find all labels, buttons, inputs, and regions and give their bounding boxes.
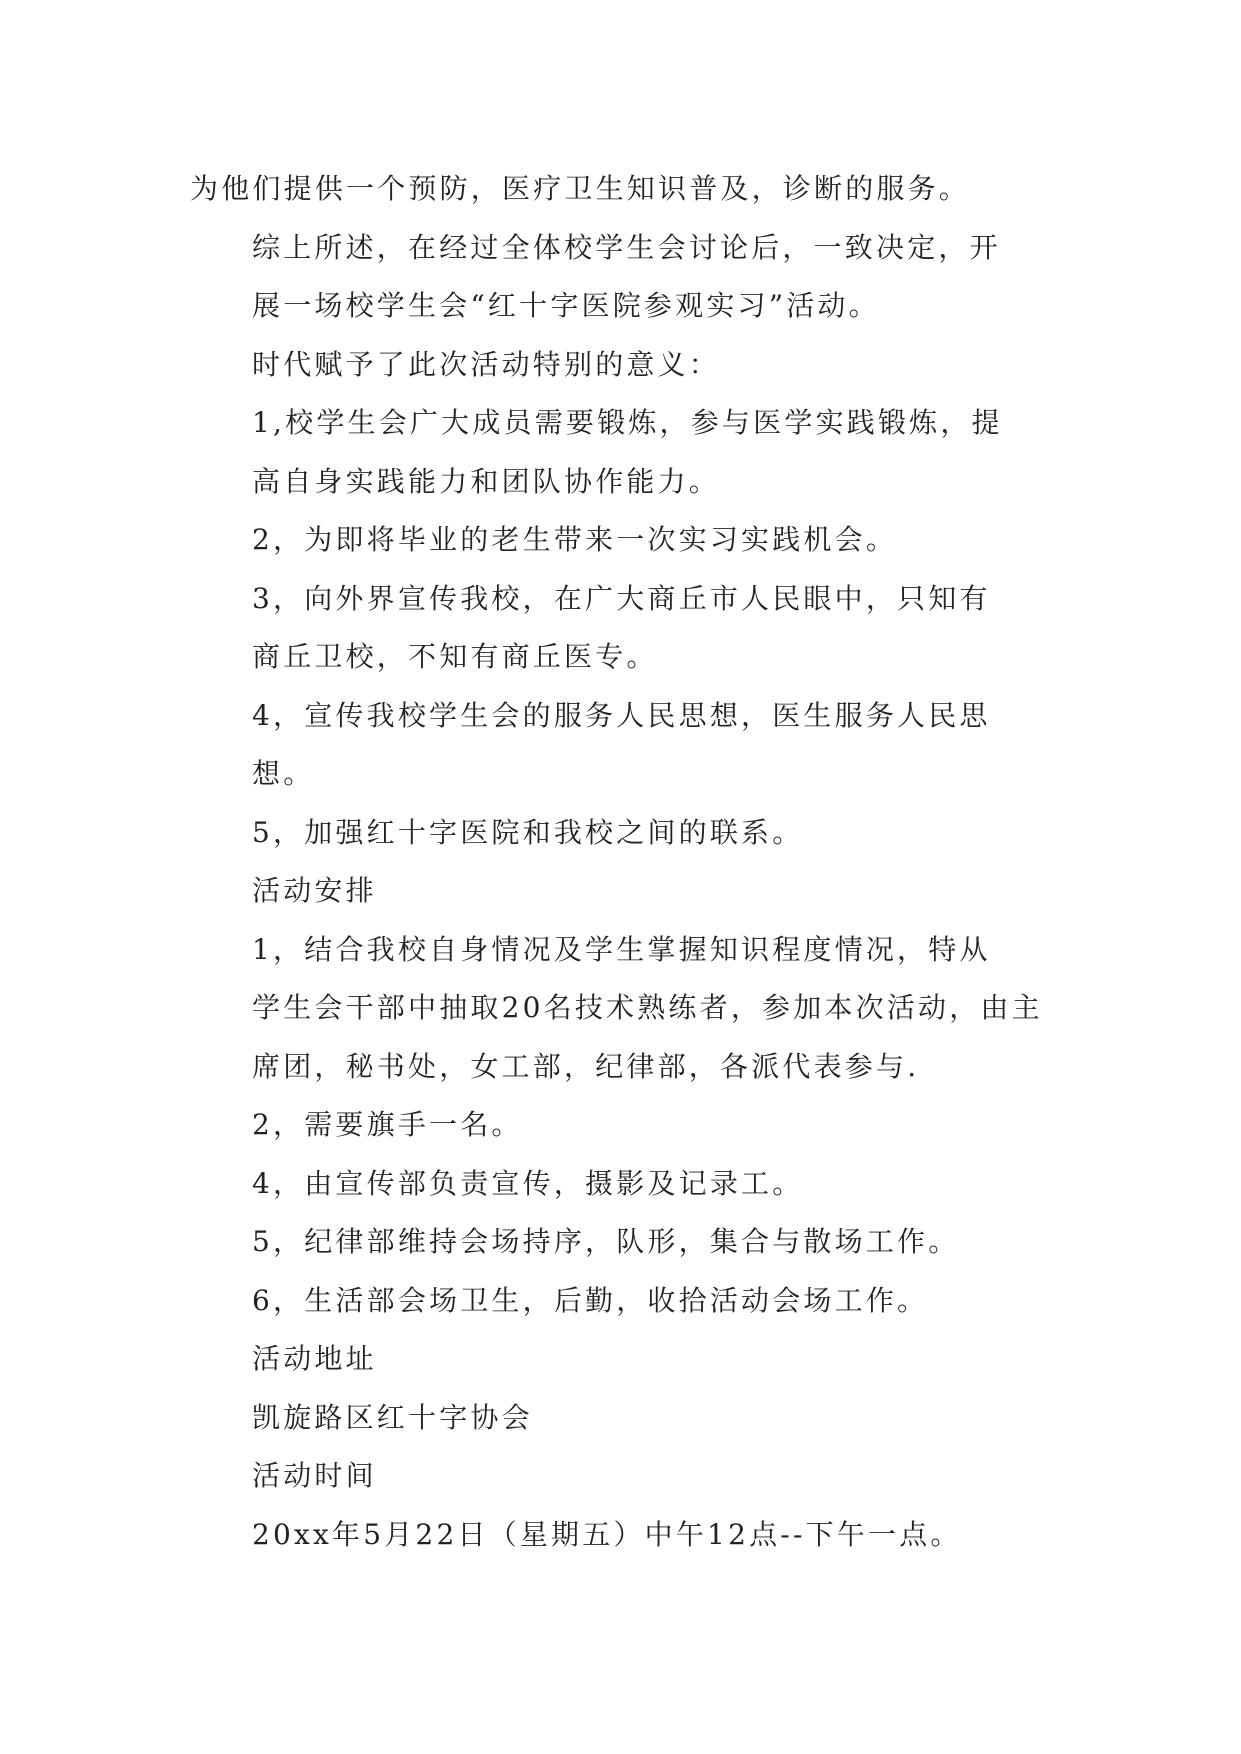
text-line: 活动时间 bbox=[252, 1459, 377, 1492]
text-line: 20xx年5月22日（星期五）中午12点--下午一点。 bbox=[252, 1517, 962, 1551]
text-line: 展一场校学生会“红十字医院参观实习”活动。 bbox=[252, 289, 880, 322]
text-line: 活动地址 bbox=[252, 1342, 377, 1375]
text-line: 时代赋予了此次活动特别的意义： bbox=[252, 347, 721, 381]
paragraph-arrangement-1 bbox=[190, 921, 1050, 1097]
text-line: 为他们提供一个预防，医疗卫生知识普及，诊断的服务。 bbox=[190, 172, 971, 205]
section-heading-address bbox=[190, 1330, 1050, 1389]
text-line: 2，为即将毕业的老生带来一次实习实践机会。 bbox=[252, 523, 898, 556]
text-line: 5，纪律部维持会场持序，队形，集合与散场工作。 bbox=[252, 1225, 960, 1258]
text-line: 4，由宣传部负责宣传，摄影及记录工。 bbox=[252, 1166, 804, 1200]
paragraph-time bbox=[190, 1506, 1050, 1565]
text-line: 综上所述，在经过全体校学生会讨论后，一致决定，开 bbox=[252, 230, 1001, 264]
paragraph-significance-5 bbox=[190, 804, 1050, 863]
paragraph-arrangement-5 bbox=[190, 1213, 1050, 1272]
paragraph-address bbox=[190, 1389, 1050, 1448]
document-body bbox=[190, 160, 1050, 1564]
text-line: 商丘卫校，不知有商丘医专。 bbox=[252, 640, 658, 673]
paragraph-intro bbox=[190, 160, 1050, 219]
paragraph-significance-heading bbox=[190, 336, 1050, 395]
text-line: 2，需要旗手一名。 bbox=[252, 1108, 523, 1141]
paragraph-arrangement-6 bbox=[190, 1272, 1050, 1331]
text-line: 活动安排 bbox=[252, 874, 377, 907]
text-line: 6，生活部会场卫生，后勤，收拾活动会场工作。 bbox=[252, 1283, 929, 1317]
paragraph-significance-3 bbox=[190, 570, 1050, 687]
text-line: 高自身实践能力和团队协作能力。 bbox=[252, 464, 721, 498]
text-line: 5，加强红十字医院和我校之间的联系。 bbox=[252, 815, 804, 849]
text-line: 想。 bbox=[252, 757, 315, 790]
paragraph-arrangement-2 bbox=[190, 1096, 1050, 1155]
text-line: 席团，秘书处，女工部，纪律部，各派代表参与. bbox=[252, 1049, 920, 1083]
text-line: 凯旋路区红十字协会 bbox=[252, 1400, 533, 1434]
text-line: 3，向外界宣传我校，在广大商丘市人民眼中，只知有 bbox=[252, 581, 991, 615]
text-line: 学生会干部中抽取20名技术熟练者，参加本次活动，由主 bbox=[252, 991, 1043, 1024]
paragraph-summary bbox=[190, 219, 1050, 336]
text-line: 1,校学生会广大成员需要锻炼，参与医学实践锻炼，提 bbox=[252, 406, 1003, 439]
text-line: 1，结合我校自身情况及学生掌握知识程度情况，特从 bbox=[252, 932, 991, 966]
paragraph-significance-2 bbox=[190, 511, 1050, 570]
text-line: 4，宣传我校学生会的服务人民思想，医生服务人民思 bbox=[252, 698, 991, 732]
paragraph-arrangement-4 bbox=[190, 1155, 1050, 1214]
paragraph-significance-1 bbox=[190, 394, 1050, 511]
paragraph-significance-4 bbox=[190, 687, 1050, 804]
section-heading-arrangement bbox=[190, 862, 1050, 921]
section-heading-time bbox=[190, 1447, 1050, 1506]
